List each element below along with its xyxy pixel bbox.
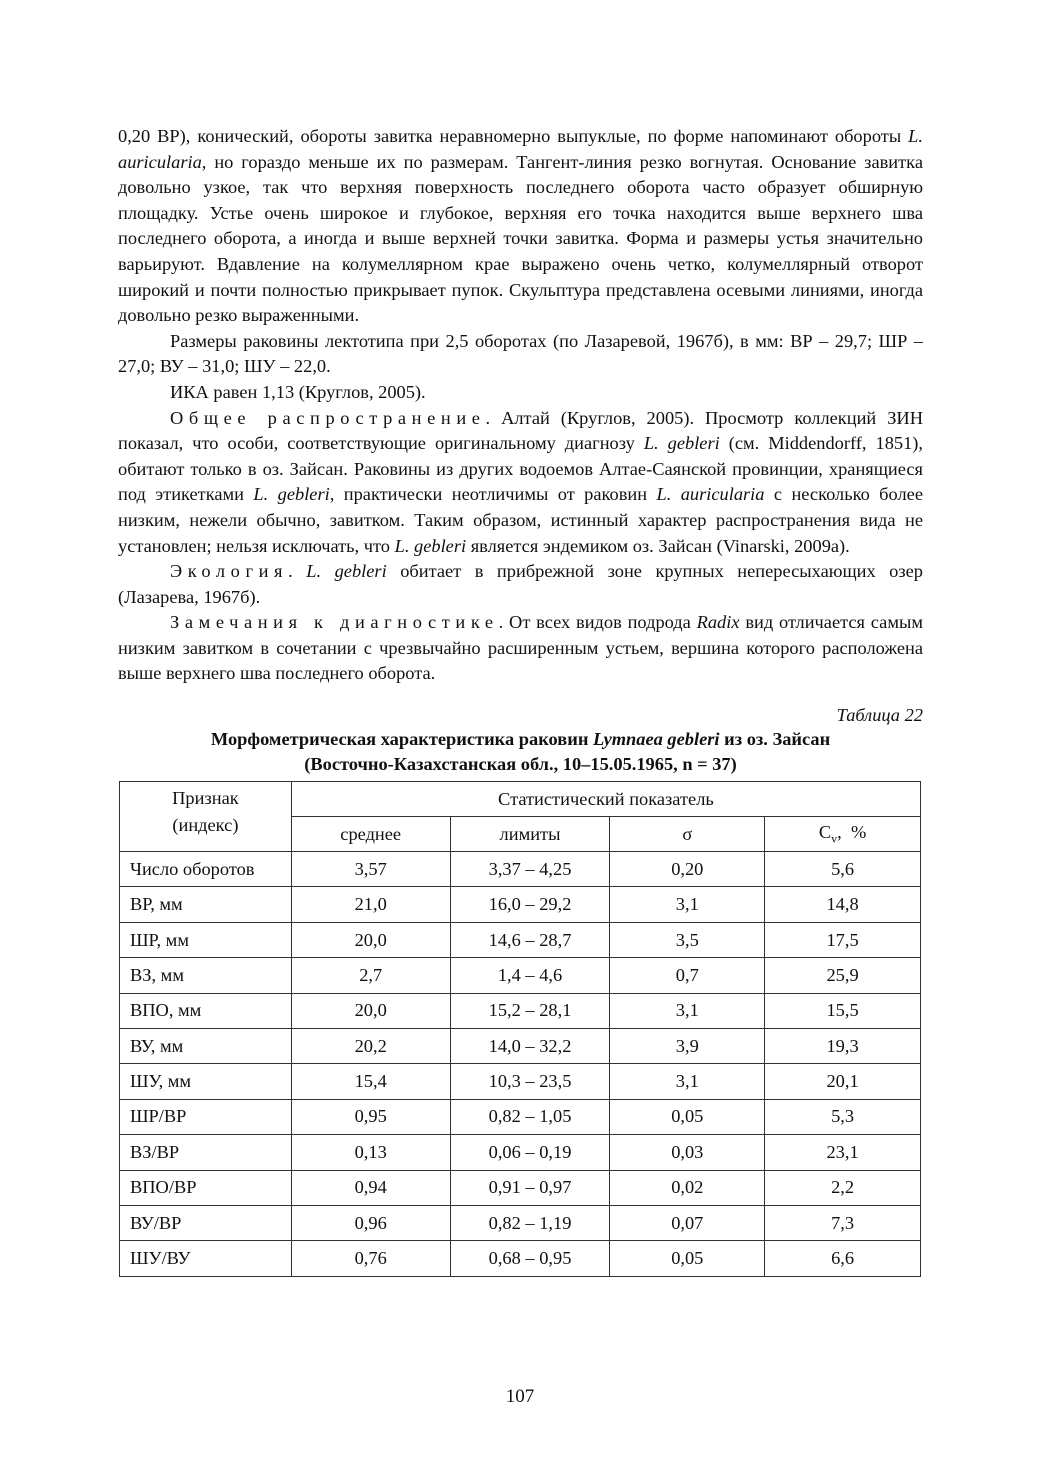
- species-name: L. gebleri,: [253, 484, 335, 505]
- row-sigma-cell: 0,05: [610, 1099, 765, 1134]
- row-limits-cell: 0,82 – 1,19: [450, 1205, 610, 1240]
- row-mean-cell: 0,96: [291, 1205, 450, 1240]
- row-limits-cell: 15,2 – 28,1: [450, 993, 610, 1028]
- paragraph-distribution: [118, 406, 923, 560]
- row-feature-cell: Число оборотов: [120, 852, 292, 887]
- text-run: v: [831, 831, 838, 846]
- row-feature-cell: ВПО/ВР: [120, 1170, 292, 1205]
- row-feature-cell: ШР, мм: [120, 922, 292, 957]
- section-heading-ecology: Экология: [170, 561, 289, 582]
- row-sigma-cell: 0,07: [610, 1205, 765, 1240]
- row-cv-cell: 14,8: [765, 887, 921, 922]
- row-sigma-cell: 3,5: [610, 922, 765, 957]
- row-limits-cell: 14,0 – 32,2: [450, 1029, 610, 1064]
- row-mean-cell: 20,2: [291, 1029, 450, 1064]
- header-feature-line-2: (индекс): [172, 815, 239, 836]
- text-run: 0,20 ВР), конический, обороты завитка неравномерно выпуклые, по форме напоминают обороты: [118, 126, 909, 146]
- row-cv-cell: 19,3: [765, 1029, 921, 1064]
- row-cv-cell: 6,6: [765, 1241, 921, 1276]
- row-limits-cell: 10,3 – 23,5: [450, 1064, 610, 1099]
- paragraph-remarks: [118, 610, 923, 687]
- table-row: [120, 1170, 921, 1205]
- row-feature-cell: ВЗ, мм: [120, 958, 292, 993]
- section-heading-remarks: Замечания к диагностике: [170, 612, 499, 633]
- row-limits-cell: 1,4 – 4,6: [450, 958, 610, 993]
- table-title-line-2: (Восточно-Казахстанская обл., 10–15.05.1965, n = 37): [304, 754, 737, 775]
- morphometric-table: [119, 781, 921, 1277]
- species-name: L. gebleri: [394, 535, 467, 556]
- row-cv-cell: 25,9: [765, 958, 921, 993]
- table-row: [120, 1029, 921, 1064]
- row-limits-cell: 0,68 – 0,95: [450, 1241, 610, 1276]
- subgenus-name: Radix: [696, 612, 740, 633]
- row-mean-cell: 21,0: [291, 887, 450, 922]
- table-title-line-1: [118, 727, 923, 752]
- species-name: Lymnaea gebleri: [593, 729, 720, 750]
- row-cv-cell: 2,2: [765, 1170, 921, 1205]
- table-row: [120, 1205, 921, 1240]
- row-mean-cell: 0,76: [291, 1241, 450, 1276]
- table-row: [120, 922, 921, 957]
- row-feature-cell: ВЗ/ВР: [120, 1135, 292, 1170]
- text-run: , но гораздо меньше их по размерам. Тангент-линия резко вогнутая. Основание завитка довольно узкое, так что верхняя поверхность последнего оборота часто образует обширную площадку. Устье очень широкое и глубокое, верхняя его точка находится выше верхнего шва последнего оборота, а иногда и выше верхней точки завитка. Форма и размеры устья значительно варьируют. Вдавление на колумеллярном крае выражено очень четко, колумеллярный отворот широкий и почти полностью прикрывает пупок. Скульптура представлена осевыми линиями, иногда довольно резко выраженными.: [118, 151, 923, 326]
- table-header-row-1: [120, 782, 921, 817]
- text-run: . От всех видов подрода: [498, 612, 697, 633]
- row-feature-cell: ШР/ВР: [120, 1099, 292, 1134]
- row-sigma-cell: 3,1: [610, 887, 765, 922]
- row-sigma-cell: 3,1: [610, 1064, 765, 1099]
- row-mean-cell: 20,0: [291, 993, 450, 1028]
- row-mean-cell: 20,0: [291, 922, 450, 957]
- text-run: является эндемиком оз. Зайсан (Vinarski, 2009a).: [466, 535, 850, 556]
- row-sigma-cell: 3,1: [610, 993, 765, 1028]
- text-run: из оз. Зайсан: [719, 729, 831, 750]
- text-run: (см. Middendorff, 1851), обитают только в оз. Зайсан. Раковины из других водоемов Алтае-Саянской провинции, хранящиеся под этикетками: [118, 433, 923, 505]
- text-run: с несколько более низким, нежели обычно, завитком. Таким образом, истинный характер распространения вида не установлен; нельзя исключать, что: [118, 484, 923, 556]
- header-limits: лимиты: [450, 817, 610, 852]
- row-feature-cell: ВУ, мм: [120, 1029, 292, 1064]
- text-run: вид отличается самым низким завитком в сочетании с чрезвычайно расширенным устьем, вершина которого расположена выше верхнего шва последнего оборота.: [118, 612, 923, 684]
- row-feature-cell: ШУ, мм: [120, 1064, 292, 1099]
- row-sigma-cell: 0,03: [610, 1135, 765, 1170]
- row-limits-cell: 0,82 – 1,05: [450, 1099, 610, 1134]
- table-row: [120, 1135, 921, 1170]
- header-statistic: Статистический показатель: [291, 782, 920, 817]
- species-name: L. auricularia: [656, 484, 765, 505]
- text-run: [293, 561, 307, 581]
- table-row: [120, 1241, 921, 1276]
- row-sigma-cell: 3,9: [610, 1029, 765, 1064]
- species-name: L. gebleri: [643, 433, 720, 454]
- table-caption-row: [118, 687, 923, 727]
- row-sigma-cell: 0,05: [610, 1241, 765, 1276]
- header-sigma: σ: [610, 817, 765, 852]
- row-cv-cell: 15,5: [765, 993, 921, 1028]
- row-feature-cell: ВУ/ВР: [120, 1205, 292, 1240]
- row-sigma-cell: 0,02: [610, 1170, 765, 1205]
- row-cv-cell: 5,3: [765, 1099, 921, 1134]
- row-limits-cell: 16,0 – 29,2: [450, 887, 610, 922]
- paragraph-description: [118, 124, 923, 329]
- text-run: .: [485, 407, 491, 428]
- header-feature: [120, 782, 292, 852]
- text-run: Алтай (Круглов, 2005). Просмотр коллекций ЗИН показал, что особи, соответствующие оригинальному диагнозу: [118, 407, 923, 454]
- row-cv-cell: 5,6: [765, 852, 921, 887]
- text-run: C: [818, 821, 832, 842]
- header-mean: среднее: [291, 817, 450, 852]
- text-run: обитает в прибрежной зоне крупных непересыхающих озер (Лазарева, 1967б).: [118, 561, 923, 607]
- row-cv-cell: 17,5: [765, 922, 921, 957]
- row-feature-cell: ШУ/ВУ: [120, 1241, 292, 1276]
- row-cv-cell: 7,3: [765, 1205, 921, 1240]
- page-body: [118, 124, 923, 1277]
- species-name: L. auricularia: [118, 126, 923, 172]
- table-row: [120, 887, 921, 922]
- paragraph-lectotype-size: Размеры раковины лектотипа при 2,5 оборотах (по Лазаревой, 1967б), в мм: ВР – 29,7; ШР – 27,0; ВУ – 31,0; ШУ – 22,0.: [118, 330, 923, 377]
- row-mean-cell: 0,95: [291, 1099, 450, 1134]
- header-cv: [765, 817, 921, 852]
- row-cv-cell: 23,1: [765, 1135, 921, 1170]
- row-mean-cell: 0,94: [291, 1170, 450, 1205]
- row-mean-cell: 15,4: [291, 1064, 450, 1099]
- text-run: практически неотличимы от раковин: [334, 484, 657, 505]
- table-row: [120, 993, 921, 1028]
- row-limits-cell: 14,6 – 28,7: [450, 922, 610, 957]
- page-number: 107: [505, 1386, 535, 1407]
- row-sigma-cell: 0,7: [610, 958, 765, 993]
- header-feature-line-1: Признак: [172, 788, 239, 809]
- table-row: [120, 1064, 921, 1099]
- table-row: [120, 1099, 921, 1134]
- table-row: [120, 852, 921, 887]
- row-limits-cell: 0,91 – 0,97: [450, 1170, 610, 1205]
- row-mean-cell: 2,7: [291, 958, 450, 993]
- row-feature-cell: ВР, мм: [120, 887, 292, 922]
- row-mean-cell: 3,57: [291, 852, 450, 887]
- row-mean-cell: 0,13: [291, 1135, 450, 1170]
- row-limits-cell: 3,37 – 4,25: [450, 852, 610, 887]
- row-feature-cell: ВПО, мм: [120, 993, 292, 1028]
- species-name: L. gebleri: [306, 561, 387, 582]
- text-run: , %: [837, 821, 867, 842]
- text-run: .: [288, 561, 293, 582]
- section-heading-distribution: Общее распространение: [170, 407, 486, 428]
- paragraph-ecology: [118, 559, 923, 610]
- row-sigma-cell: 0,20: [610, 852, 765, 887]
- table-row: [120, 958, 921, 993]
- text-run: Морфометрическая характеристика раковин: [210, 729, 594, 750]
- table-caption: Таблица 22: [836, 705, 923, 726]
- row-cv-cell: 20,1: [765, 1064, 921, 1099]
- table-title: [118, 727, 923, 777]
- paragraph-ika: ИКА равен 1,13 (Круглов, 2005).: [170, 381, 426, 402]
- row-limits-cell: 0,06 – 0,19: [450, 1135, 610, 1170]
